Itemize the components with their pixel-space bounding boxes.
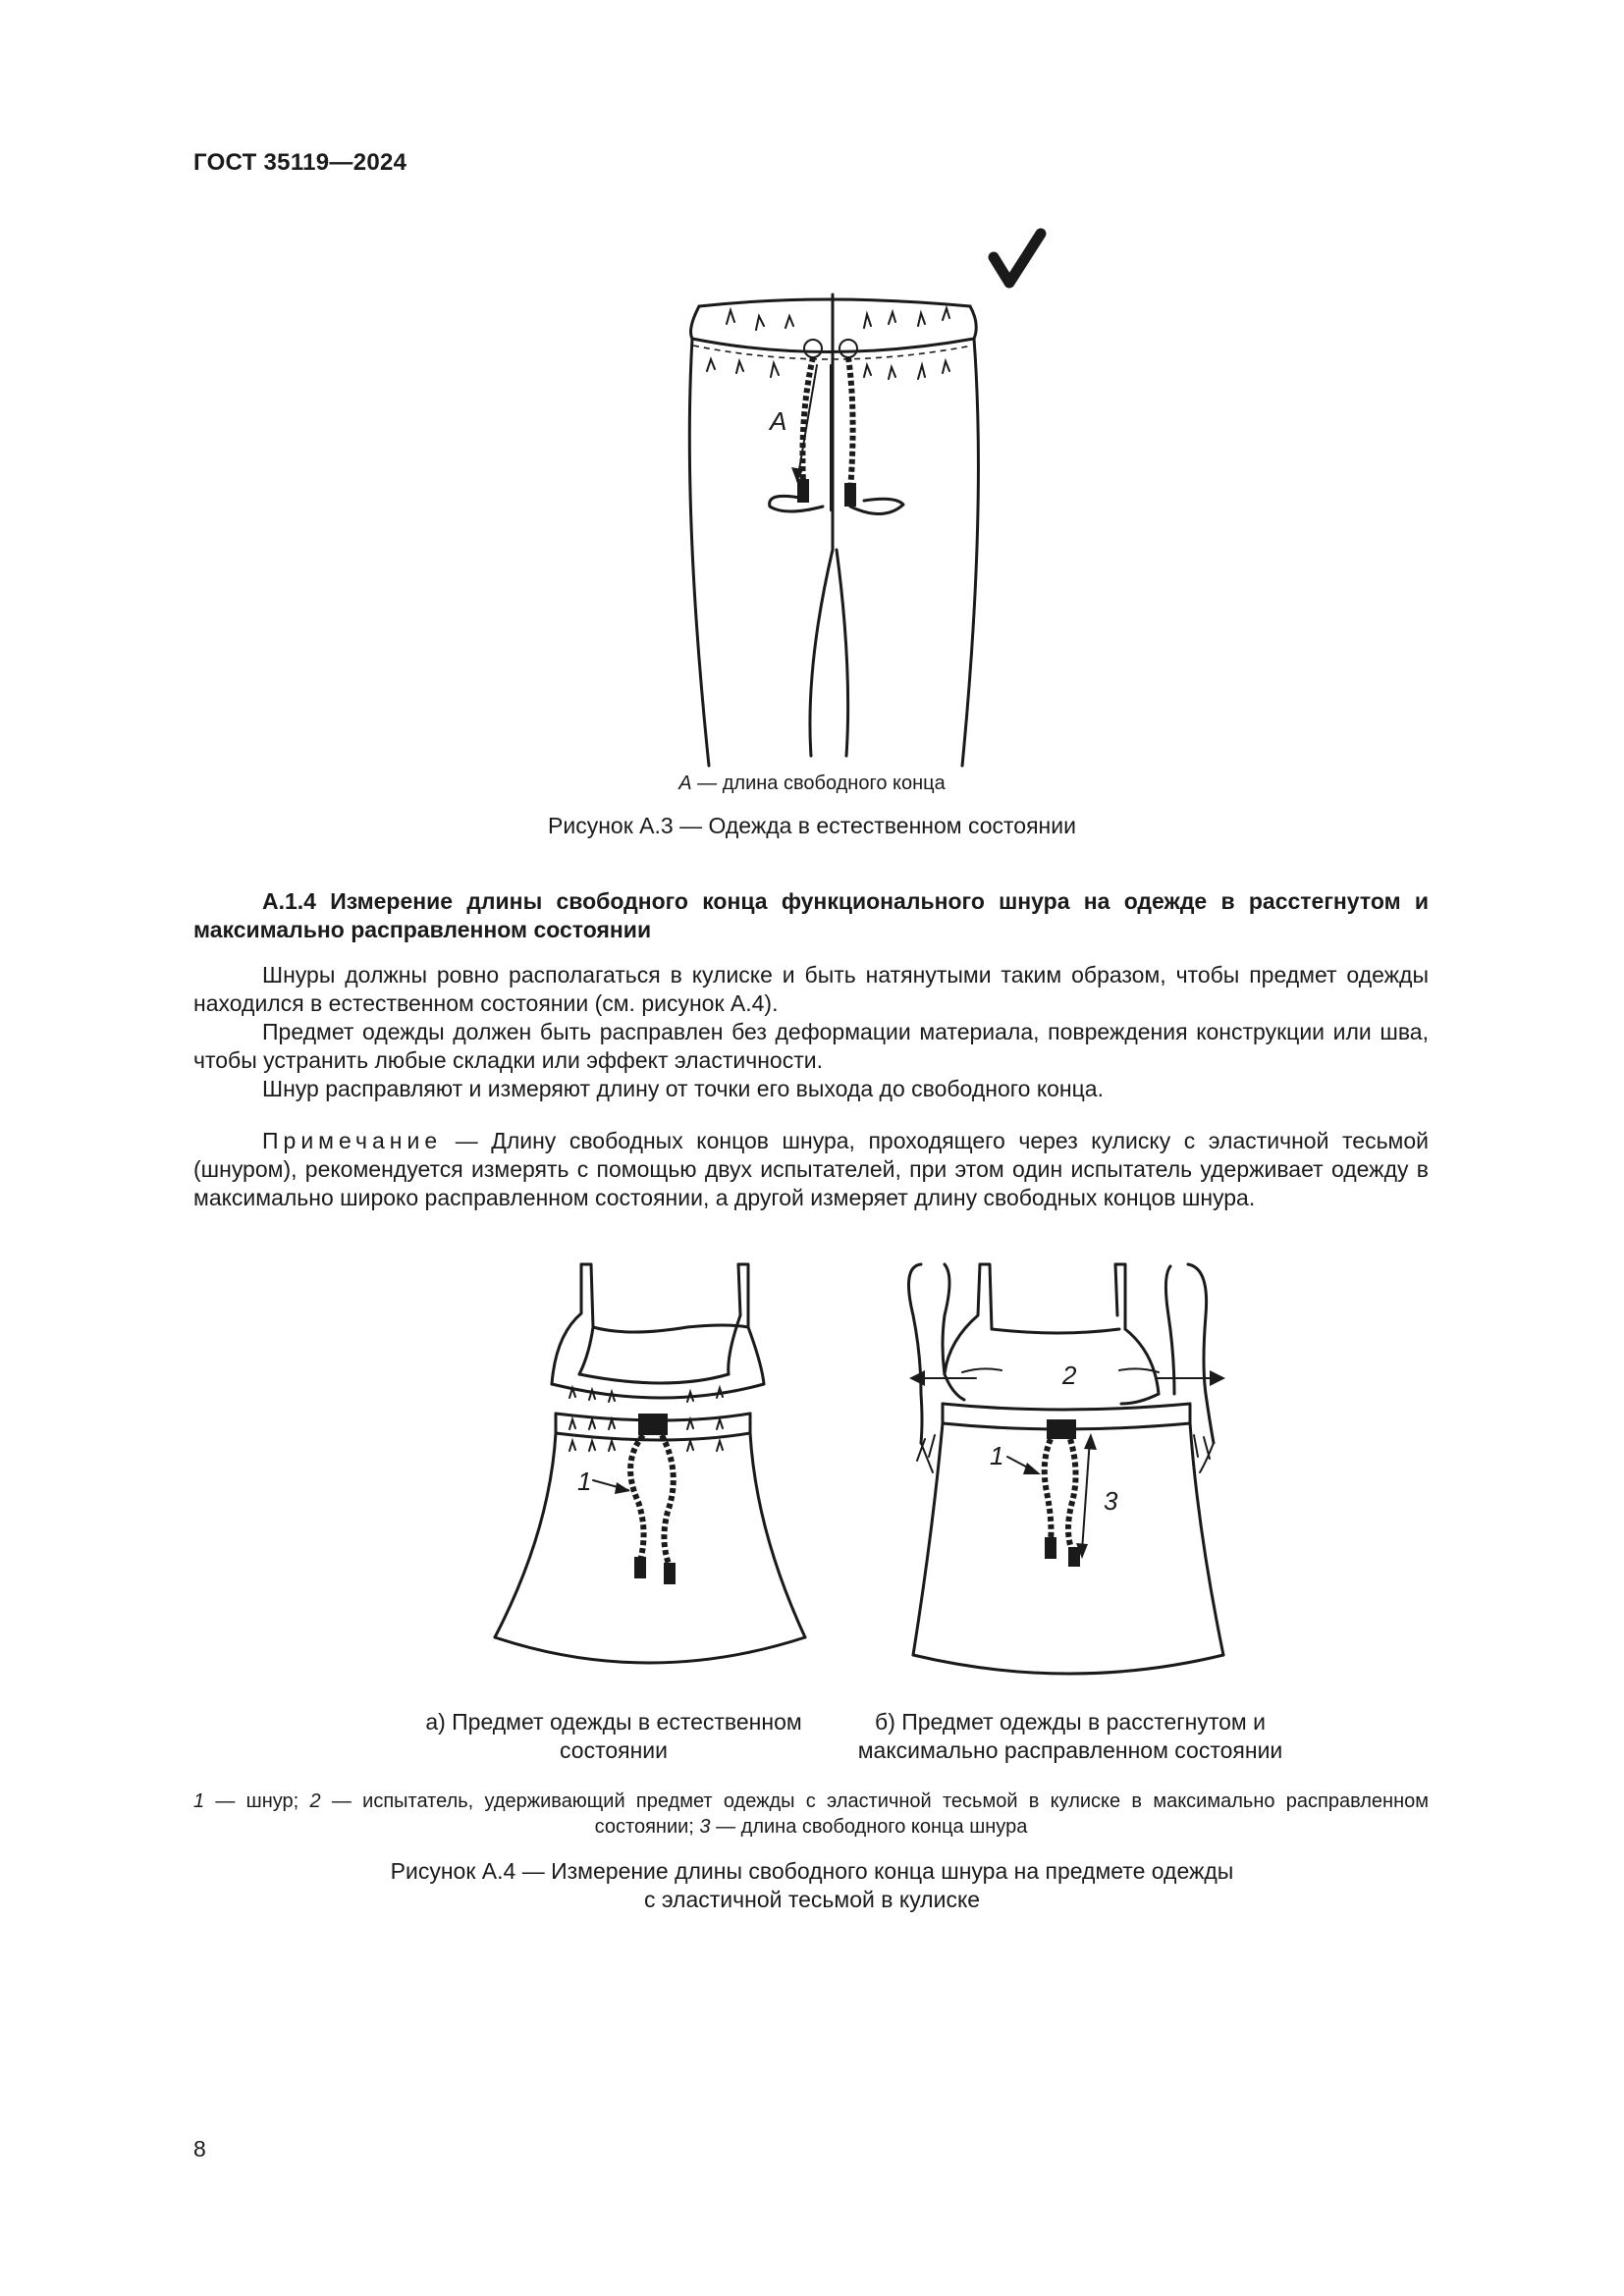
figure-a4-legend [193,1789,1429,1840]
legend-a4-n2: 2 [309,1790,321,1812]
document-header: ГОСТ 35119—2024 [193,149,407,176]
paragraph-2: Предмет одежды должен быть расправлен без деформации материала, повреждения конструкции или шва, чтобы устранить любые складки или эффект эластичности. [193,1019,1429,1073]
paragraph-3: Шнур расправляют и измеряют длину от точки его выхода до свободного конца. [262,1076,1104,1101]
figure-a4b-label-2: 2 [1062,1361,1077,1390]
figure-a4-caption-line-2: с эластичной тесьмой в кулиске [643,1887,981,1912]
section-title: А.1.4 Измерение длины свободного конца функционального шнура на одежде в расстегнутом и максимально расправленном состоянии [193,888,1429,942]
figure-a4b-label-1: 1 [990,1441,1004,1470]
figure-a3-label-a: A [770,406,787,436]
legend-a4-t3: — длина свободного конца шнура [710,1816,1028,1838]
legend-a4-t1: — шнур; [204,1790,310,1812]
legend-a4-n3: 3 [699,1816,711,1838]
figure-a4b-label-3: 3 [1104,1486,1118,1516]
note-text: — Длину свободных концов шнура, проходящего через кулиску с эластичной тесьмой (шнуром), рекомендуется измерять с помощью двух испытателей, при этом один испытатель удерживает одежду в максимально широко расправленном состоянии, а другой измеряет длину свободных концов шнура. [193,1128,1429,1210]
paragraph-1: Шнуры должны ровно располагаться в кулиске и быть натянутыми таким образом, чтобы предмет одежды находился в естественном состоянии (см. рисунок А.4). [193,962,1429,1016]
figure-a4-caption-line-1: Рисунок А.4 — Измерение длины свободного конца шнура на предмете одежды [390,1858,1234,1884]
legend-a4-n1: 1 [193,1790,205,1812]
page-number: 8 [193,2136,206,2162]
figure-a4-caption [295,1857,1329,1914]
figure-a3-caption: Рисунок А.3 — Одежда в естественном состоянии [548,813,1076,838]
figure-a4b-subcaption: б) Предмет одежды в расстегнутом и максимально расправленном состоянии [857,1709,1283,1763]
legend-a3-symbol: A [678,773,692,794]
figure-a4a-label-1: 1 [577,1467,592,1496]
legend-a3-text: — длина свободного конца [691,773,946,794]
figure-a4a-subcaption: а) Предмет одежды в естественном состоянии [425,1709,802,1763]
legend-a4-t2: — испытатель, удерживающий предмет одежды с эластичной тесьмой в кулиске в максимально расправленном состоянии; [320,1790,1429,1838]
note-label: Примечание [262,1128,443,1153]
